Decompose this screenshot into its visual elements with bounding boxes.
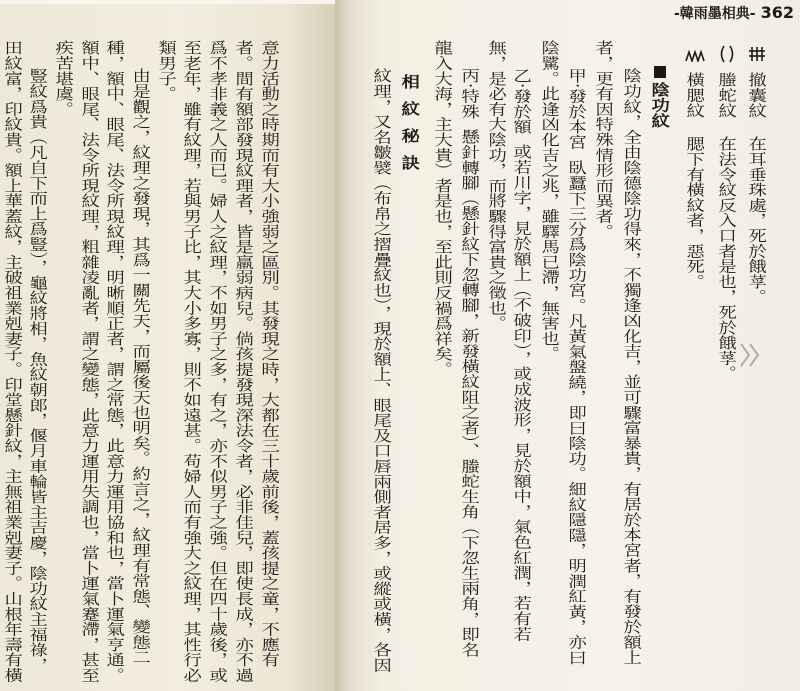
case-line: [565, 68, 589, 664]
right-page: [335, 0, 800, 691]
text-line: 者。間有額部發現紋理者，皆是羸弱病兒。倘孩提發現深法令者，必非佳兒，即使長成，亦不過: [233, 40, 255, 683]
text-line: 至老年，雖有紋理，若與男子比，其大小多寡，則不如遠甚。苟婦人而有強大之紋理，其性行必: [181, 40, 203, 683]
entry-name: 撤囊紋: [746, 72, 768, 118]
page-top-edge: [0, 0, 335, 4]
black-square-icon: [654, 66, 666, 78]
entry-description: 腮下有橫紋者，惡死。: [684, 135, 706, 289]
chapter-title: 相紋秘訣: [399, 74, 421, 182]
running-header: [674, 3, 794, 23]
paragraph-start-line: 紋理，又名皺襞（布帛之摺疊紋也），現於額上、眼尾及口唇兩側者居多，或縱或橫，各因: [371, 68, 393, 673]
text-line: 額中、眼尾、法令所現紋理，粗雜凌亂者，謂之變態，此意力運用失調也，當卜運氣蹇滯，甚至: [79, 40, 101, 683]
paragraph-start-line: 陰功紋，全由陰德陰功得來，不獨逢凶化吉，並可驟富暴貴，有居於本宮者，有發於額上: [621, 68, 643, 665]
case-line: [458, 68, 482, 657]
line-entry: [715, 72, 739, 381]
case-label: 丙·特殊: [459, 68, 481, 119]
case-text: 臥蠶下三分爲陰功宮。凡黃氣盤繞，即曰陰功。細紋隱隱，明潤紅黃，亦曰: [566, 159, 588, 665]
text-line: 意力活動之時期而有大小強弱之區別。其發現之時，大都在三十歲前後，蓋孩提之童，不應有: [259, 40, 281, 668]
text-line: 龍入大海，主大貴）者是也，至此則反禍爲祥矣。: [432, 40, 454, 377]
entry-description: 在耳垂珠處，死於餓莩。: [746, 135, 768, 305]
paragraph-start-line: 由是觀之，紋理之發現，其爲一關先天，而屬後天也明矣。約言之，紋理有常態、變態二: [130, 68, 152, 665]
text-line: 爲不孝非義之人而已。婦人之紋理，不如男子之多，有之，亦不似男子之強。但在四十歲後，或: [207, 40, 229, 683]
case-label: 乙·發於額: [511, 68, 533, 135]
line-entry: [683, 72, 707, 289]
text-line: 陰騭。此逢凶化吉之兆，雖驛馬已滯，無害也。: [539, 40, 561, 362]
double-chevron-icon: [739, 342, 761, 368]
paragraph-start-line: 豎紋爲貴（凡自下而上爲豎），龜紋將相，魚紋朝郎，偃月車輪皆主吉慶，陰功紋主福祿，: [27, 68, 49, 673]
case-text: 或若川字，見於額上（不破印），或成波形，見於額中，氣色紅潤，若有若: [511, 144, 533, 642]
case-line: [510, 68, 534, 642]
entry-name: 橫腮紋: [684, 72, 706, 118]
text-line: 種，額中、眼尾、法令所現紋理，明晰順正者，謂之常態，此意力運用協和也，當卜運氣亨通。: [104, 40, 126, 683]
left-page: [0, 0, 335, 691]
text-line: 田紋富，印紋貴。額上華蓋紋，主破祖業剋妻子。印堂懸針紋，主無祖業剋妻子。山根年壽有橫: [2, 40, 24, 683]
line-entry: [745, 72, 769, 304]
hatch-lines-icon: [748, 46, 766, 62]
zigzag-lines-icon: [685, 50, 705, 62]
text-line: 類男子。: [156, 40, 178, 102]
section-heading: 陰功紋: [649, 82, 671, 128]
case-text: 懸針轉腳（懸針紋下忽轉腳，新發橫紋阻之者）、螣蛇生角（下忽生兩角，即名: [459, 128, 481, 657]
parenthesis-lines-icon: [718, 45, 736, 63]
text-line: 疾苦堪虞。: [53, 40, 75, 117]
case-label: 甲·發於本宮: [566, 68, 588, 150]
text-line: 無，是必有大陰功，而將驟得富貴之徵也。: [486, 40, 508, 331]
entry-name: 螣蛇紋: [716, 72, 738, 118]
page-number: 362: [760, 3, 794, 22]
text-line: 者，更有因特殊情形而異者。: [593, 40, 615, 239]
entry-description: 在法令紋反入口者是也，死於餓莩。: [716, 135, 738, 381]
book-title: -韓雨墨相典-: [673, 6, 756, 22]
